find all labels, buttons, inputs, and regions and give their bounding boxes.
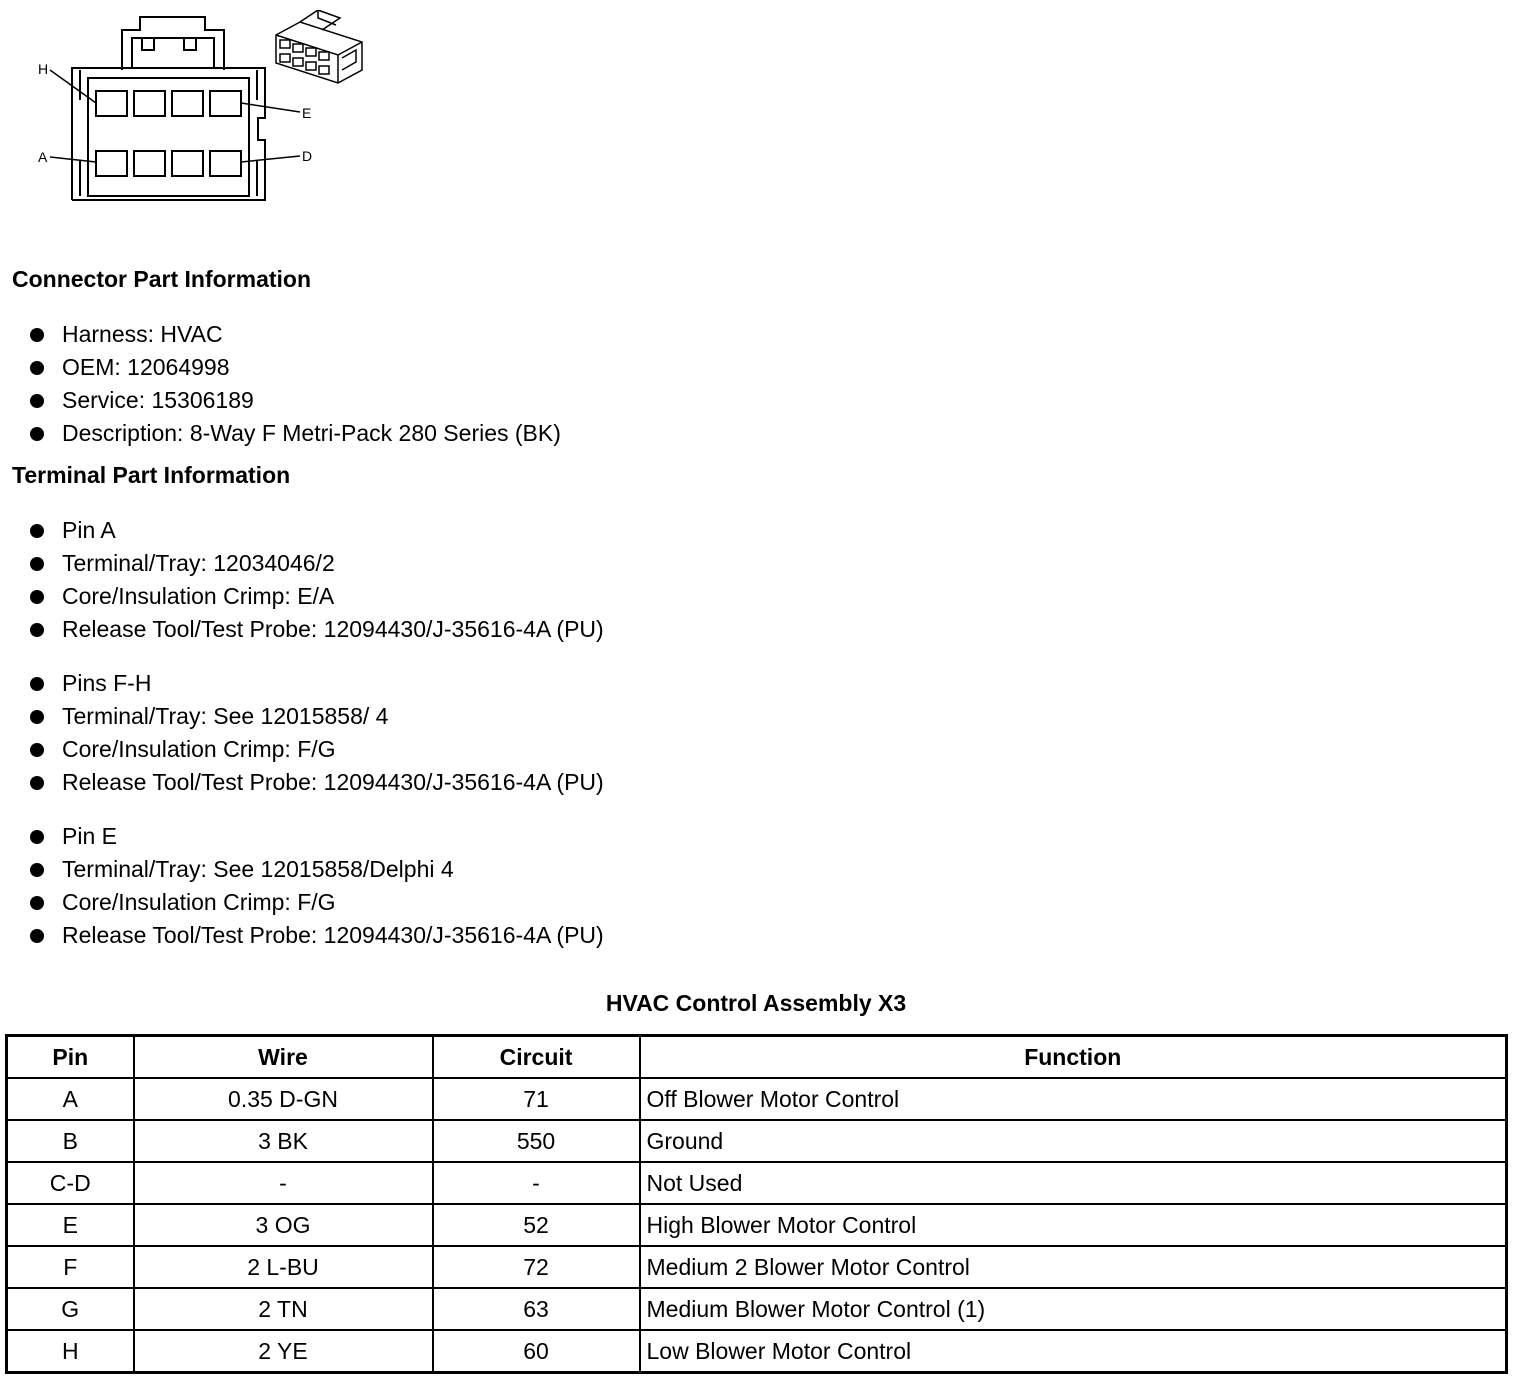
header-wire: Wire: [134, 1036, 433, 1079]
cell-function: High Blower Motor Control: [640, 1204, 1507, 1246]
cell-pin: C-D: [7, 1162, 134, 1204]
cell-wire: 0.35 D-GN: [134, 1078, 433, 1120]
terminal-group-pins-f-h: [30, 667, 604, 799]
table-header-row: [7, 1036, 1507, 1079]
list-item: Release Tool/Test Probe: 12094430/J-35616-4A (PU): [30, 613, 604, 646]
cell-pin: H: [7, 1330, 134, 1373]
cell-pin: B: [7, 1120, 134, 1162]
header-circuit: Circuit: [433, 1036, 640, 1079]
cell-function: Not Used: [640, 1162, 1507, 1204]
table-title: HVAC Control Assembly X3: [605, 990, 907, 1016]
list-item: Harness: HVAC: [30, 318, 561, 351]
header-pin: Pin: [7, 1036, 134, 1079]
pin-label-h: H: [38, 61, 49, 77]
list-item: Terminal/Tray: See 12015858/ 4: [30, 700, 604, 733]
list-item: Pins F-H: [30, 667, 604, 700]
list-item: Release Tool/Test Probe: 12094430/J-35616-4A (PU): [30, 919, 604, 952]
list-item: Pin E: [30, 820, 604, 853]
terminal-group-pin-e: [30, 820, 604, 952]
cell-pin: F: [7, 1246, 134, 1288]
cell-wire: 3 OG: [134, 1204, 433, 1246]
table-row: [7, 1246, 1507, 1288]
cell-function: Medium Blower Motor Control (1): [640, 1288, 1507, 1330]
list-item: Terminal/Tray: 12034046/2: [30, 547, 604, 580]
pin-label-e: E: [302, 105, 312, 121]
cell-pin: E: [7, 1204, 134, 1246]
pin-label-a: A: [38, 149, 48, 165]
cell-function: Ground: [640, 1120, 1507, 1162]
list-item: Service: 15306189: [30, 384, 561, 417]
pin-label-d: D: [302, 148, 313, 164]
list-item: Release Tool/Test Probe: 12094430/J-35616-4A (PU): [30, 766, 604, 799]
cell-wire: 2 TN: [134, 1288, 433, 1330]
cell-function: Medium 2 Blower Motor Control: [640, 1246, 1507, 1288]
table-row: [7, 1120, 1507, 1162]
table-row: [7, 1162, 1507, 1204]
cell-pin: G: [7, 1288, 134, 1330]
list-item: Core/Insulation Crimp: F/G: [30, 886, 604, 919]
cell-circuit: 63: [433, 1288, 640, 1330]
cell-wire: 3 BK: [134, 1120, 433, 1162]
cell-circuit: 72: [433, 1246, 640, 1288]
connector-diagram: [30, 10, 375, 210]
cell-circuit: 52: [433, 1204, 640, 1246]
list-item: Pin A: [30, 514, 604, 547]
header-function: Function: [640, 1036, 1507, 1079]
cell-circuit: -: [433, 1162, 640, 1204]
list-item: Terminal/Tray: See 12015858/Delphi 4: [30, 853, 604, 886]
list-item: Core/Insulation Crimp: E/A: [30, 580, 604, 613]
list-item: Core/Insulation Crimp: F/G: [30, 733, 604, 766]
table-row: [7, 1288, 1507, 1330]
cell-circuit: 60: [433, 1330, 640, 1373]
table-row: [7, 1330, 1507, 1373]
cell-wire: -: [134, 1162, 433, 1204]
table-row: [7, 1204, 1507, 1246]
terminal-group-pin-a: [30, 514, 604, 646]
terminal-part-heading: Terminal Part Information: [12, 462, 291, 488]
cell-pin: A: [7, 1078, 134, 1120]
list-item: Description: 8-Way F Metri-Pack 280 Series (BK): [30, 417, 561, 450]
cell-circuit: 550: [433, 1120, 640, 1162]
cell-function: Low Blower Motor Control: [640, 1330, 1507, 1373]
connector-isometric-icon: [276, 10, 362, 83]
cell-function: Off Blower Motor Control: [640, 1078, 1507, 1120]
list-item: OEM: 12064998: [30, 351, 561, 384]
cell-wire: 2 YE: [134, 1330, 433, 1373]
cell-circuit: 71: [433, 1078, 640, 1120]
connector-part-list: [30, 318, 561, 450]
connector-part-heading: Connector Part Information: [12, 266, 312, 292]
pinout-table: [5, 1034, 1508, 1374]
cell-wire: 2 L-BU: [134, 1246, 433, 1288]
table-row: [7, 1078, 1507, 1120]
